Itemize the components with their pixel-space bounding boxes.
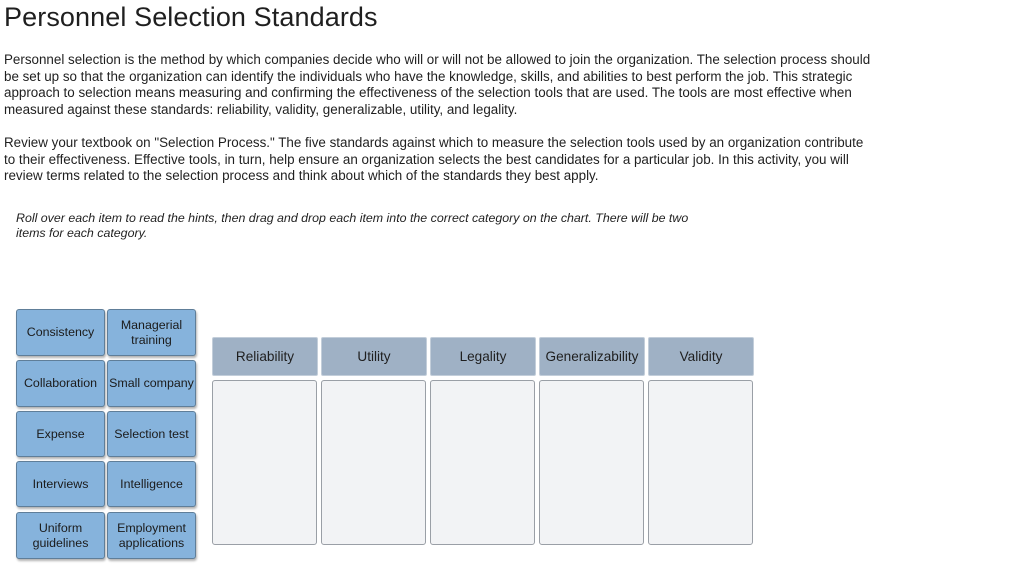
intro-paragraph: Personnel selection is the method by which companies decide who will or will not be allowed to join the organization. The selection process should be set up so that the organization can identify the individuals who have the knowledge, skills, and abilities to best perform the job. This strategic approach to selection means measuring and confirming the effectiveness of the selection tools that are used. The tools are most effective when measured against these standards: reliability, validity, generalizable, utility, and legality.	[4, 52, 871, 117]
drag-item-uniform-guidelines[interactable]: Uniform guidelines	[16, 512, 105, 559]
drag-item-selection-test[interactable]: Selection test	[107, 411, 196, 457]
drag-item-collaboration[interactable]: Collaboration	[16, 360, 105, 407]
drag-item-intelligence[interactable]: Intelligence	[107, 461, 196, 507]
category-header-utility: Utility	[321, 337, 427, 376]
drag-item-expense[interactable]: Expense	[16, 411, 105, 457]
drop-zone-legality[interactable]	[430, 380, 535, 545]
drop-zone-generalizability[interactable]	[539, 380, 644, 545]
drop-zone-reliability[interactable]	[212, 380, 317, 545]
activity-instructions: Roll over each item to read the hints, then drag and drop each item into the correct category on the chart. There will be two items for each category.	[16, 211, 689, 240]
drop-zone-validity[interactable]	[648, 380, 753, 545]
category-header-validity: Validity	[648, 337, 754, 376]
drag-item-consistency[interactable]: Consistency	[16, 309, 105, 356]
drag-item-employment-applications[interactable]: Employment applications	[107, 512, 196, 559]
category-header-legality: Legality	[430, 337, 536, 376]
drag-item-small-company[interactable]: Small company	[107, 360, 196, 407]
page-title: Personnel Selection Standards	[4, 2, 378, 32]
category-header-reliability: Reliability	[212, 337, 318, 376]
drag-item-interviews[interactable]: Interviews	[16, 461, 105, 507]
review-paragraph: Review your textbook on "Selection Process." The five standards against which to measure the selection tools used by an organization contribute to their effectiveness. Effective tools, in turn, help ensure an organization selects the best candidates for a particular job. In this activity, you will review terms related to the selection process and think about which of the standards they best apply.	[4, 135, 864, 184]
drag-item-managerial-training[interactable]: Managerial training	[107, 309, 196, 356]
category-header-generalizability: Generalizability	[539, 337, 645, 376]
drop-zone-utility[interactable]	[321, 380, 426, 545]
